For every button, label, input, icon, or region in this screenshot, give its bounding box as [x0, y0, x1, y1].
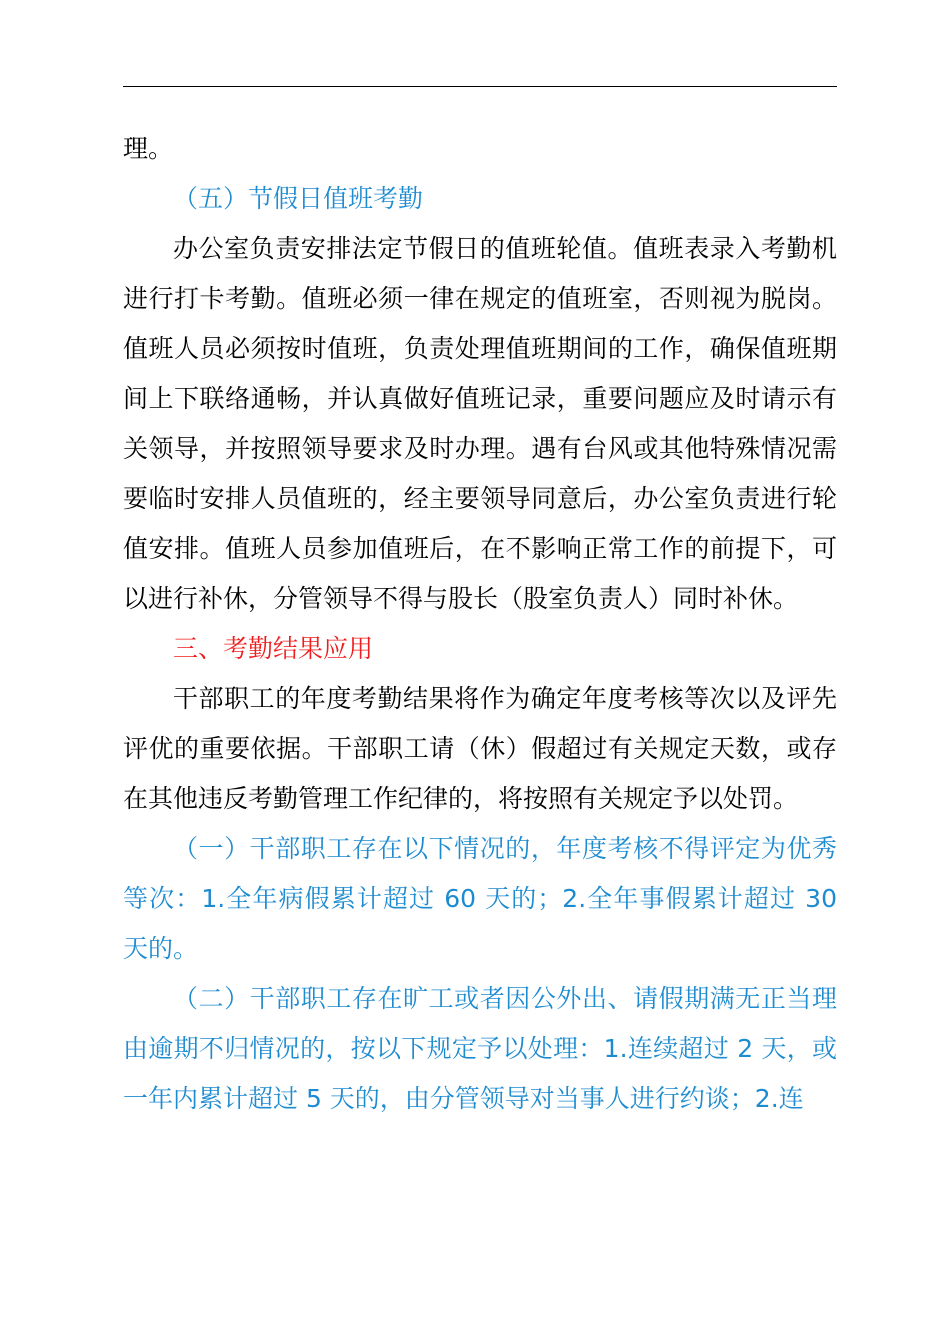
- section-heading-holiday-duty: （五）节假日值班考勤: [173, 184, 424, 213]
- document-body: [123, 124, 837, 1124]
- rule-one-paragraph: （一）干部职工存在以下情况的，年度考核不得评定为优秀等次：1.全年病假累计超过 60 天的；2.全年事假累计超过 30 天的。: [123, 834, 837, 963]
- rule-two-paragraph: （二）干部职工存在旷工或者因公外出、请假期满无正当理由逾期不归情况的，按以下规定予以处理：1.连续超过 2 天，或一年内累计超过 5 天的，由分管领导对当事人进行约谈；2.连: [123, 984, 837, 1113]
- header-rule: [123, 86, 837, 87]
- continuation-paragraph: 理。: [123, 134, 174, 163]
- attendance-results-paragraph: 干部职工的年度考勤结果将作为确定年度考核等次以及评先评优的重要依据。干部职工请（休）假超过有关规定天数，或存在其他违反考勤管理工作纪律的，将按照有关规定予以处罚。: [123, 684, 837, 813]
- holiday-duty-paragraph: 办公室负责安排法定节假日的值班轮值。值班表录入考勤机进行打卡考勤。值班必须一律在规定的值班室，否则视为脱岗。值班人员必须按时值班，负责处理值班期间的工作，确保值班期间上下联络通畅，并认真做好值班记录，重要问题应及时请示有关领导，并按照领导要求及时办理。遇有台风或其他特殊情况需要临时安排人员值班的，经主要领导同意后，办公室负责进行轮值安排。值班人员参加值班后，在不影响正常工作的前提下，可以进行补休，分管领导不得与股长（股室负责人）同时补休。: [123, 234, 837, 613]
- section-heading-attendance-results: 三、考勤结果应用: [173, 634, 374, 663]
